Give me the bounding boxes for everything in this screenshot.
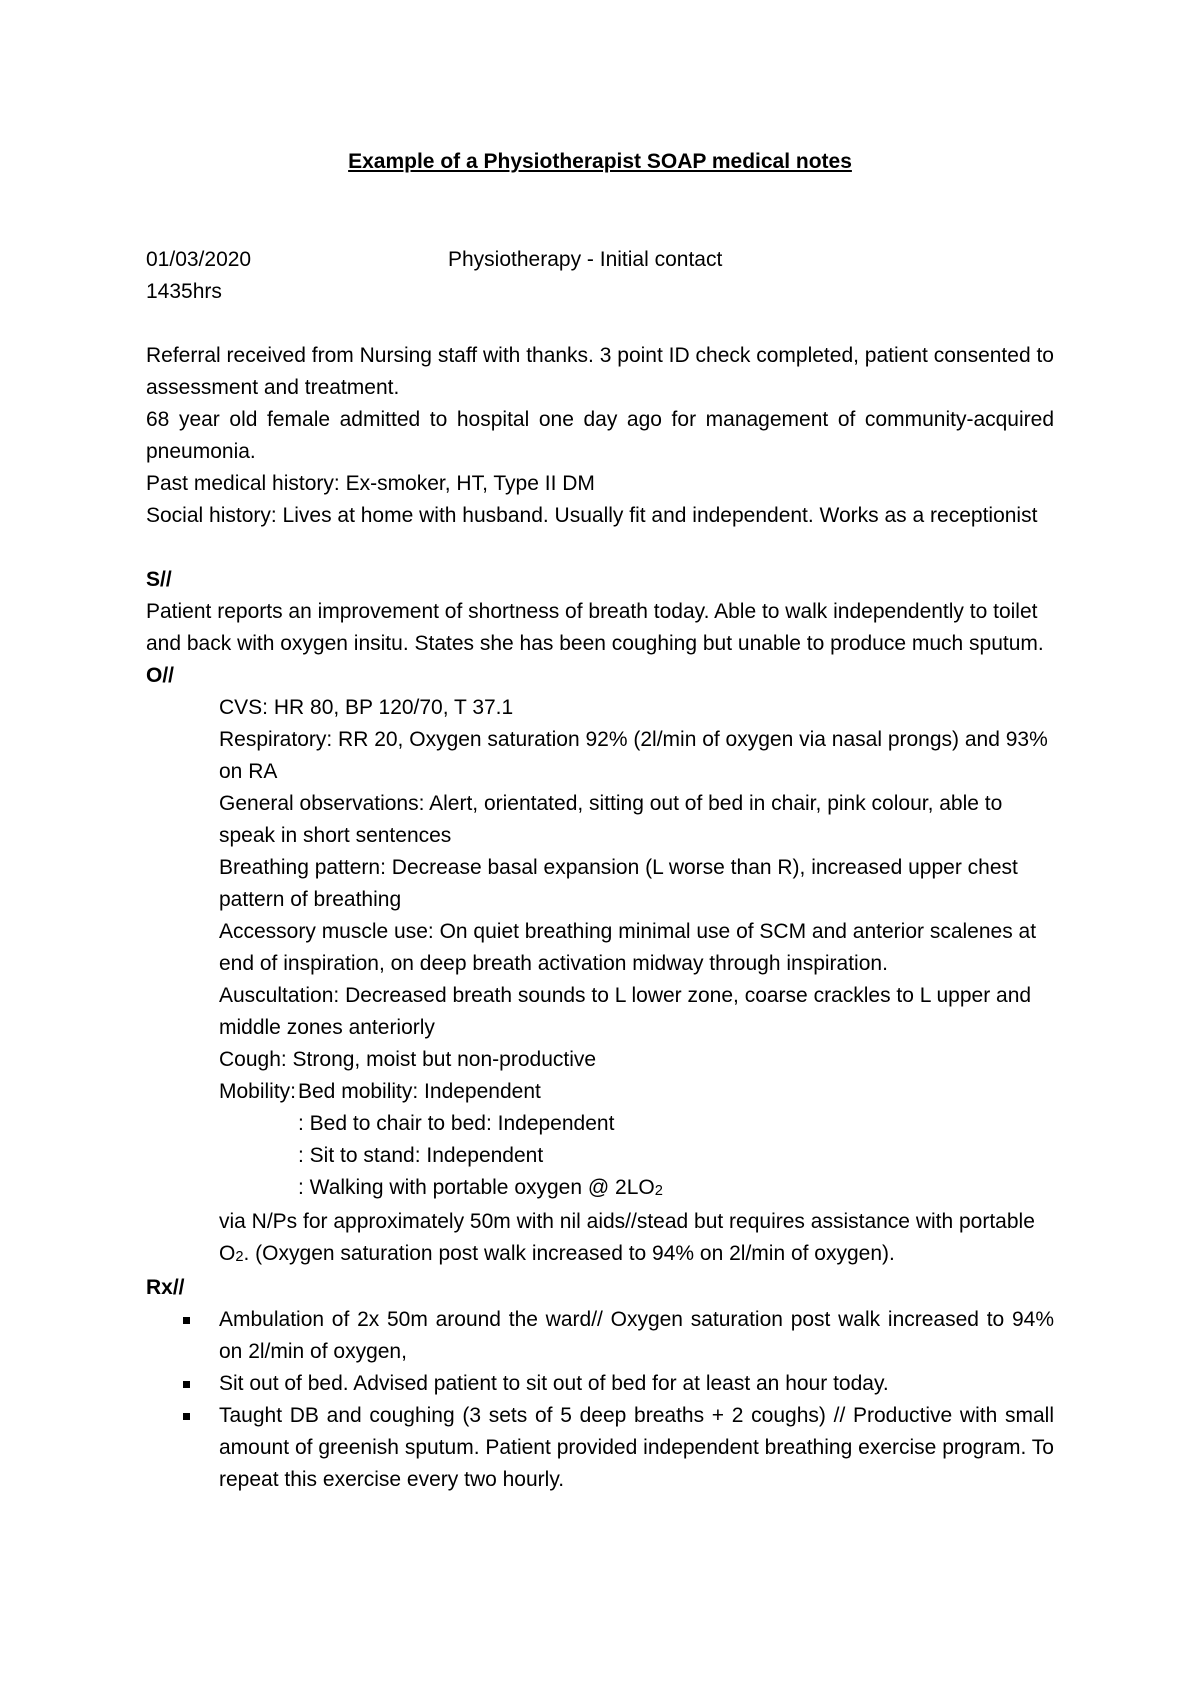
treatment-list [146,1304,1054,1496]
note-date: 01/03/2020 [146,248,252,271]
note-header [146,244,1054,276]
subjective-heading: S// [146,568,172,591]
document-title: Example of a Physiotherapist SOAP medical notes [348,150,852,173]
note-body [146,244,1054,1496]
mobility-transfer: : Bed to chair to bed: Independent [298,1112,615,1135]
mobility-walking: : Walking with portable oxygen @ $2LO_2$ [298,1176,663,1200]
bullet-icon [183,1413,190,1420]
bullet-icon [183,1317,190,1324]
observation-cough: Cough: Strong, moist but non-productive [219,1048,597,1071]
treatment-item: Taught DB and coughing (3 sets of 5 deep breaths + 2 coughs) // Productive with small amount of greenish sputum. Patient provided independent breathing exercise program. To repeat this exercise every two hourly. [146,1400,1054,1496]
bullet-icon [183,1381,190,1388]
mobility-walking-continued: via N/Ps for approximately 50m with nil aids//stead but requires assistance with portable $O_2$. (Oxygen saturation post walk increased to 94% on 2l/min of oxygen). [219,1210,1035,1266]
observation-auscultation: Auscultation: Decreased breath sounds to L lower zone, coarse crackles to L upper and middle zones anteriorly [219,984,1032,1039]
mobility-label: Mobility: [219,1080,297,1103]
objective-heading: O// [146,664,175,687]
referral-text: Referral received from Nursing staff with thanks. 3 point ID check completed, patient consented to assessment and treatment. [146,344,1054,399]
past-medical-history: Past medical history: Ex-smoker, HT, Type II DM [146,472,595,495]
treatment-item: Ambulation of 2x 50m around the ward// Oxygen saturation post walk increased to 94% on 2l/min of oxygen, [146,1304,1054,1368]
note-time: 1435hrs [146,280,222,303]
contact-type: Physiotherapy - Initial contact [448,248,723,271]
social-history: Social history: Lives at home with husband. Usually fit and independent. Works as a receptionist [146,504,1038,527]
mobility-bed: Bed mobility: Independent [298,1080,541,1103]
treatment-item: Sit out of bed. Advised patient to sit out of bed for at least an hour today. [146,1368,1054,1400]
mobility-block [146,1076,1054,1272]
patient-summary: 68 year old female admitted to hospital one day ago for management of community-acquired pneumonia. [146,408,1054,463]
observation-respiratory: Respiratory: RR 20, Oxygen saturation 92% (2l/min of oxygen via nasal prongs) and 93% on RA [219,728,1048,783]
mobility-sit-to-stand: : Sit to stand: Independent [298,1144,544,1167]
observation-general: General observations: Alert, orientated, sitting out of bed in chair, pink colour, able to speak in short sentences [219,792,1003,847]
observation-cvs: CVS: HR 80, BP 120/70, T 37.1 [219,696,514,719]
subjective-text: Patient reports an improvement of shortness of breath today. Able to walk independently to toilet and back with oxygen insitu. States she has been coughing but unable to produce much sputum. [146,600,1044,655]
observation-breathing-pattern: Breathing pattern: Decrease basal expansion (L worse than R), increased upper chest pattern of breathing [219,856,1018,911]
observation-accessory-muscles: Accessory muscle use: On quiet breathing minimal use of SCM and anterior scalenes at end of inspiration, on deep breath activation midway through inspiration. [219,920,1037,975]
treatment-heading: Rx// [146,1276,185,1299]
